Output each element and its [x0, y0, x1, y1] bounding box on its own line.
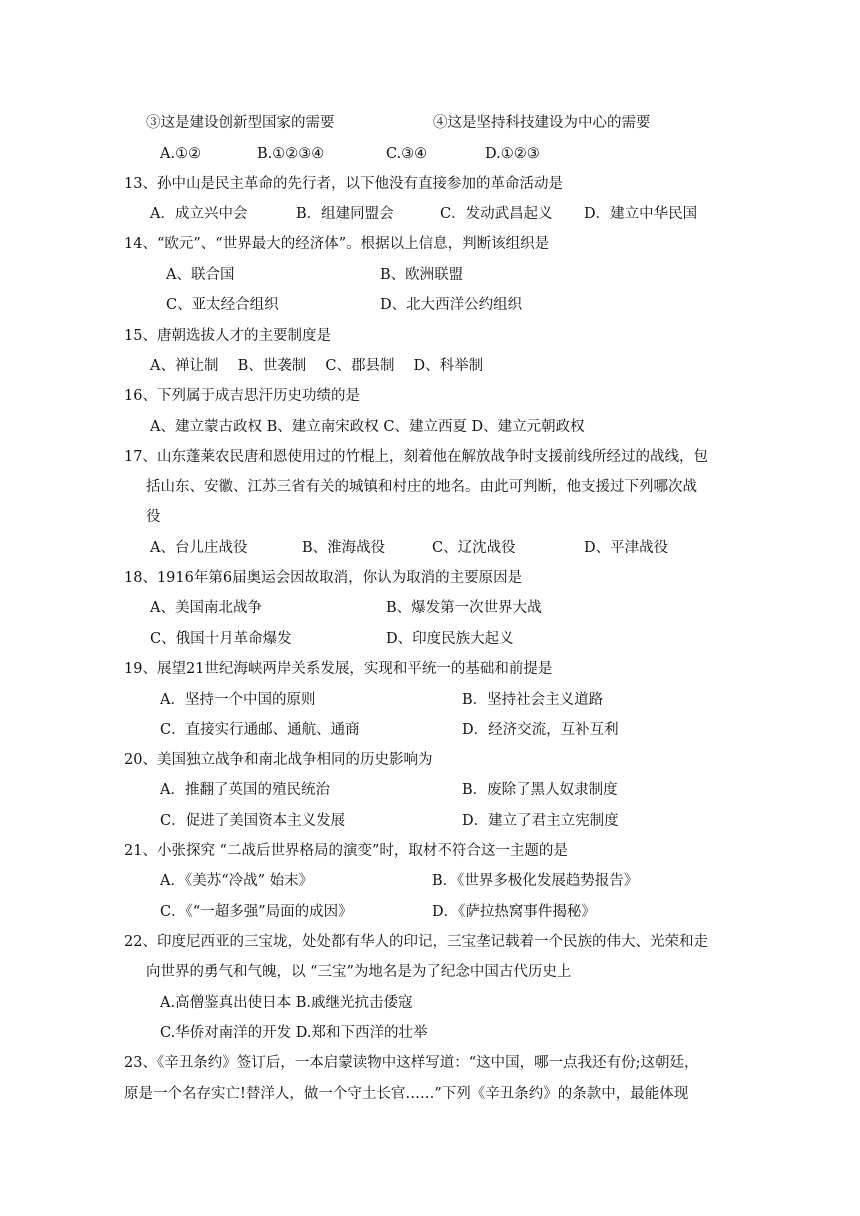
statement-3: ③这是建设创新型国家的需要 — [146, 115, 335, 131]
question-19-stem: 19、展望21世纪海峡两岸关系发展，实现和平统一的基础和前提是 — [124, 661, 553, 677]
q14-option-c: C、亚太经合组织 — [166, 297, 279, 313]
question-17-stem-line1: 17、山东蓬莱农民唐和恩使用过的竹棍上，刻着他在解放战争时支援前线所经过的战线，包 — [124, 449, 708, 465]
q17-option-c: C、辽沈战役 — [432, 540, 516, 556]
q20-option-c: C．促进了美国资本主义发展 — [160, 813, 346, 829]
q13-option-d: D．建立中华民国 — [584, 206, 698, 222]
question-14-stem: 14、“欧元”、“世界最大的经济体”。根据以上信息，判断该组织是 — [124, 236, 550, 252]
q21-option-c: C．《“一超多强”局面的成因》 — [160, 904, 353, 920]
q20-option-d: D．建立了君主立宪制度 — [462, 813, 619, 829]
question-13-stem: 13、孙中山是民主革命的先行者，以下他没有直接参加的革命活动是 — [124, 176, 563, 192]
q22-options-cd: C.华侨对南洋的开发 D.郑和下西洋的壮举 — [160, 1025, 428, 1041]
q21-option-d: D．《萨拉热窝事件揭秘》 — [432, 904, 596, 920]
q21-option-b: B．《世界多极化发展趋势报告》 — [432, 873, 639, 889]
q17-option-b: B、淮海战役 — [302, 540, 386, 556]
question-17-stem-line2: 括山东、安徽、江苏三省有关的城镇和村庄的地名。由此可判断，他支援过下列哪次战 — [146, 479, 697, 495]
option-a: A.①② — [160, 146, 202, 162]
q14-option-b: B、欧洲联盟 — [380, 267, 464, 283]
question-21-stem: 21、小张探究 “二战后世界格局的演变”时，取材不符合这一主题的是 — [124, 843, 568, 859]
q14-option-d: D、北大西洋公约组织 — [380, 297, 523, 313]
q20-option-a: A．推翻了英国的殖民统治 — [160, 782, 330, 798]
q19-option-d: D．经济交流，互补互利 — [462, 722, 619, 738]
q21-option-a: A．《美苏“冷战” 始末》 — [160, 873, 314, 889]
q17-option-d: D、平津战役 — [584, 540, 669, 556]
option-c: C.③④ — [386, 146, 428, 162]
question-22-stem-line1: 22、印度尼西亚的三宝垅，处处都有华人的印记，三宝垄记载着一个民族的伟大、光荣和走 — [124, 934, 708, 950]
question-23-stem-line1: 23、《辛丑条约》签订后，一本启蒙读物中这样写道：“这中国，哪一点我还有份;这朝廷， — [124, 1055, 699, 1071]
q17-option-a: A、台儿庄战役 — [150, 540, 248, 556]
q18-option-c: C、俄国十月革命爆发 — [150, 631, 292, 647]
question-16-stem: 16、下列属于成吉思汗历史功绩的是 — [124, 388, 360, 404]
question-22-stem-line2: 向世界的勇气和气魄，以 “三宝”为地名是为了纪念中国古代历史上 — [146, 964, 572, 980]
q18-option-b: B、爆发第一次世界大战 — [386, 600, 542, 616]
question-15-stem: 15、唐朝选拔人才的主要制度是 — [124, 328, 331, 344]
question-18-stem: 18、1916年第6届奥运会因故取消，你认为取消的主要原因是 — [124, 570, 523, 586]
q18-option-d: D、印度民族大起义 — [386, 631, 514, 647]
q19-option-c: C．直接实行通邮、通航、通商 — [160, 722, 360, 738]
q14-option-a: A、联合国 — [166, 267, 235, 283]
q22-options-ab: A.高僧鉴真出使日本 B.戚继光抗击倭寇 — [160, 995, 413, 1011]
q15-options: A、禅让制 B、世袭制 C、郡县制 D、科举制 — [150, 358, 484, 374]
q13-option-a: A．成立兴中会 — [150, 206, 248, 222]
question-23-stem-line2: 原是一个名存实亡!替洋人，做一个守土长官……”下列《辛丑条约》的条款中，最能体现 — [124, 1086, 689, 1102]
q20-option-b: B．废除了黑人奴隶制度 — [462, 782, 618, 798]
q19-option-b: B．坚持社会主义道路 — [462, 692, 604, 708]
question-20-stem: 20、美国独立战争和南北战争相同的历史影响为 — [124, 752, 433, 768]
q13-option-b: B．组建同盟会 — [296, 206, 394, 222]
q19-option-a: A．坚持一个中国的原则 — [160, 692, 316, 708]
q13-option-c: C．发动武昌起义 — [440, 206, 553, 222]
question-17-stem-line3: 役 — [146, 509, 161, 525]
q16-options: A、建立蒙古政权 B、建立南宋政权 C、建立西夏 D、建立元朝政权 — [150, 419, 585, 435]
option-d: D.①②③ — [485, 146, 540, 162]
q18-option-a: A、美国南北战争 — [150, 600, 262, 616]
option-b: B.①②③④ — [257, 146, 325, 162]
statement-4: ④这是坚持科技建设为中心的需要 — [433, 115, 651, 131]
